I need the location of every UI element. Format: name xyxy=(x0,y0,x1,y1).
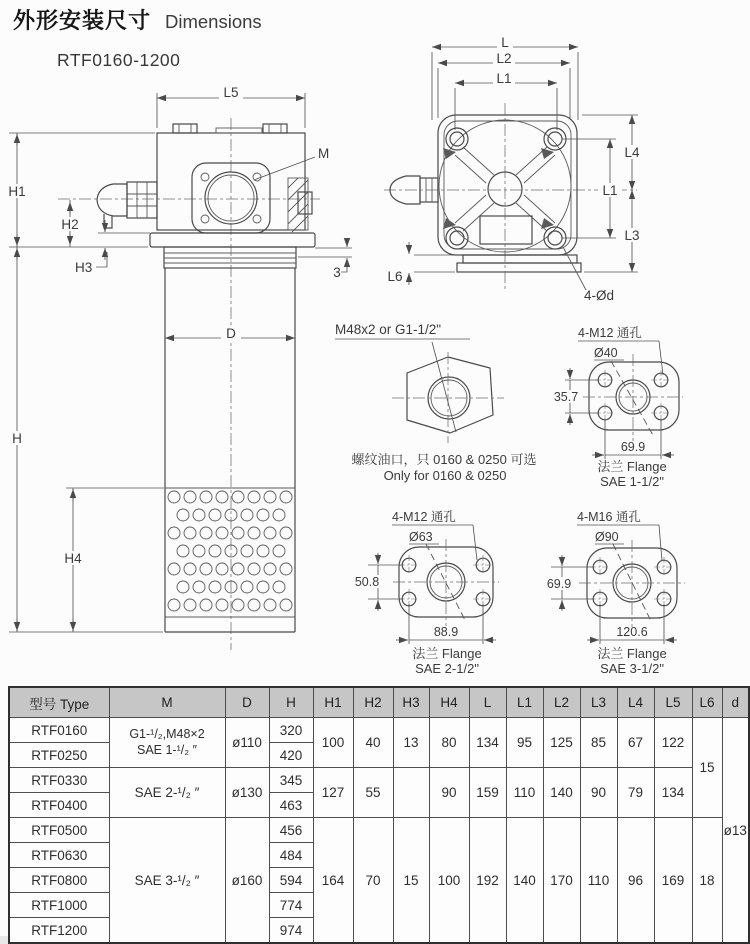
flange3-h-dim: 120.6 xyxy=(616,625,648,639)
dim-label-h: H xyxy=(12,431,22,446)
type-cell: RTF0160 xyxy=(9,718,109,743)
head-top-outline xyxy=(438,115,577,255)
value-cell: 70 xyxy=(353,818,393,944)
col-header-l5: L5 xyxy=(654,687,692,718)
dim-label-h1: H1 xyxy=(8,184,26,199)
dim-label-d: D xyxy=(226,326,236,341)
table-row xyxy=(9,718,749,743)
dim-label-l2: L2 xyxy=(496,51,512,66)
flange2-holes-label: 4-M12 通孔 xyxy=(392,510,456,524)
col-header-l3: L3 xyxy=(580,687,617,718)
value-cell xyxy=(393,768,429,818)
table-header-row xyxy=(9,687,749,718)
value-cell: 18 xyxy=(692,818,722,944)
m-line2: SAE 1-¹/₂ ″ xyxy=(137,742,197,757)
value-cell: 15 xyxy=(692,718,722,818)
col-header-h1: H1 xyxy=(313,687,353,718)
value-cell: 484 xyxy=(269,843,313,868)
threaded-port-detail xyxy=(335,322,536,483)
value-cell: 90 xyxy=(580,768,617,818)
value-cell: 100 xyxy=(313,718,353,768)
col-header-h: H xyxy=(269,687,313,718)
flange-sae-3-1-2 xyxy=(544,509,685,676)
value-cell: 134 xyxy=(654,768,692,818)
value-cell: 170 xyxy=(543,818,580,944)
flange1-h-dim: 69.9 xyxy=(620,440,646,454)
col-header-dia: d xyxy=(722,687,749,718)
dimensions-table xyxy=(8,686,750,944)
value-cell: 100 xyxy=(429,818,469,944)
value-cell: 127 xyxy=(313,768,353,818)
value-cell: 110 xyxy=(506,768,543,818)
col-header-l2: L2 xyxy=(543,687,580,718)
page-title xyxy=(13,4,262,35)
flange1-holes-label: 4-M12 通孔 xyxy=(578,326,642,340)
dim-label-l6: L6 xyxy=(387,269,403,284)
table-row xyxy=(9,818,749,843)
perforated-element xyxy=(168,491,292,611)
flange3-bore-label: Ø90 xyxy=(595,530,619,544)
m-cell xyxy=(109,718,225,768)
value-cell: 122 xyxy=(654,718,692,768)
dim-label-l: L xyxy=(501,35,509,50)
dim-label-m: M xyxy=(318,146,330,161)
flange3-caption-en: SAE 3-1/2" xyxy=(600,661,664,676)
value-cell: 974 xyxy=(269,918,313,944)
value-cell: 55 xyxy=(353,768,393,818)
flange2-caption-zh: 法兰 Flange xyxy=(412,646,482,661)
type-cell: RTF0250 xyxy=(9,743,109,768)
value-cell: 594 xyxy=(269,868,313,893)
port-block xyxy=(480,216,532,244)
flange1-bore-label: Ø40 xyxy=(594,346,618,360)
flange1-v-dim: 35.7 xyxy=(553,390,579,404)
value-cell: ø130 xyxy=(225,768,269,818)
m-cell: SAE 2-¹/₂ ″ xyxy=(109,768,225,818)
value-cell: 420 xyxy=(269,743,313,768)
value-cell: 320 xyxy=(269,718,313,743)
table-row xyxy=(9,768,749,793)
port-thread-label: M48x2 or G1-1/2" xyxy=(335,322,442,337)
page-title-zh: 外形安装尺寸 xyxy=(13,8,152,33)
type-cell: RTF0400 xyxy=(9,793,109,818)
value-cell: 85 xyxy=(580,718,617,768)
col-header-l: L xyxy=(469,687,506,718)
value-cell: 125 xyxy=(543,718,580,768)
col-header-l4: L4 xyxy=(617,687,654,718)
value-cell: 13 xyxy=(393,718,429,768)
value-cell: 463 xyxy=(269,793,313,818)
port-note-zh: 螺纹油口，只 0160 & 0250 可选 xyxy=(351,452,537,467)
type-cell: RTF0330 xyxy=(9,768,109,793)
value-cell: 192 xyxy=(469,818,506,944)
value-cell: ø160 xyxy=(225,818,269,944)
flange3-holes-label: 4-M16 通孔 xyxy=(577,510,641,524)
dim-label-h4: H4 xyxy=(64,551,82,566)
col-header-m: M xyxy=(109,687,225,718)
value-cell: 140 xyxy=(506,818,543,944)
top-view-drawing xyxy=(384,35,644,303)
type-cell: RTF1200 xyxy=(9,918,109,944)
value-cell: 345 xyxy=(269,768,313,793)
value-cell: 90 xyxy=(429,768,469,818)
value-cell: 456 xyxy=(269,818,313,843)
flange3-caption-zh: 法兰 Flange xyxy=(597,646,667,661)
value-cell: 15 xyxy=(393,818,429,944)
m-line1: G1-¹/₂,M48×2 xyxy=(129,726,205,741)
value-cell: 169 xyxy=(654,818,692,944)
dim-label-h3: H3 xyxy=(75,260,93,275)
type-cell: RTF0800 xyxy=(9,868,109,893)
flange2-h-dim: 88.9 xyxy=(433,625,459,639)
dim-label-l4: L4 xyxy=(624,145,640,160)
front-view-drawing xyxy=(5,85,352,650)
mounting-flange xyxy=(150,233,315,247)
value-cell: 159 xyxy=(469,768,506,818)
flange3-v-dim: 69.9 xyxy=(546,577,572,591)
dim-label-l1-top: L1 xyxy=(496,71,512,86)
model-range-label: RTF0160-1200 xyxy=(57,50,181,70)
dim-label-l3: L3 xyxy=(624,228,640,243)
col-header-l6: L6 xyxy=(692,687,722,718)
value-cell: 96 xyxy=(617,818,654,944)
value-cell: 95 xyxy=(506,718,543,768)
flange2-bore-label: Ø63 xyxy=(409,530,433,544)
col-header-d: D xyxy=(225,687,269,718)
col-header-type: 型号 Type xyxy=(9,687,109,718)
type-cell: RTF1000 xyxy=(9,893,109,918)
col-header-l1: L1 xyxy=(506,687,543,718)
side-port-hatched xyxy=(288,178,312,232)
value-cell: 134 xyxy=(469,718,506,768)
col-header-h2: H2 xyxy=(353,687,393,718)
flange2-v-dim: 50.8 xyxy=(354,575,380,589)
flange1-caption-zh: 法兰 Flange xyxy=(597,459,667,474)
m-cell: SAE 3-¹/₂ ″ xyxy=(109,818,225,944)
value-cell: ø13 xyxy=(722,718,749,944)
col-header-h3: H3 xyxy=(393,687,429,718)
dim-label-3: 3 xyxy=(333,265,341,280)
value-cell: 67 xyxy=(617,718,654,768)
value-cell: ø110 xyxy=(225,718,269,768)
dim-label-h2: H2 xyxy=(61,217,79,232)
col-header-h4: H4 xyxy=(429,687,469,718)
value-cell: 40 xyxy=(353,718,393,768)
dim-label-l5: L5 xyxy=(223,85,239,100)
dim-label-4-od: 4-Ød xyxy=(584,288,615,303)
flange1-caption-en: SAE 1-1/2" xyxy=(600,474,664,489)
value-cell: 79 xyxy=(617,768,654,818)
port-note-en: Only for 0160 & 0250 xyxy=(383,468,507,483)
value-cell: 164 xyxy=(313,818,353,944)
value-cell: 140 xyxy=(543,768,580,818)
type-cell: RTF0500 xyxy=(9,818,109,843)
flange-sae-2-1-2 xyxy=(352,509,499,676)
dim-label-l1-side: L1 xyxy=(602,183,618,198)
page-title-en: Dimensions xyxy=(165,11,262,32)
flange2-caption-en: SAE 2-1/2" xyxy=(415,661,479,676)
breather-assembly xyxy=(97,182,157,228)
type-cell: RTF0630 xyxy=(9,843,109,868)
value-cell: 774 xyxy=(269,893,313,918)
value-cell: 80 xyxy=(429,718,469,768)
bolt-hole xyxy=(446,128,468,150)
value-cell: 110 xyxy=(580,818,617,944)
flange-sae-1-1-2 xyxy=(551,325,683,489)
